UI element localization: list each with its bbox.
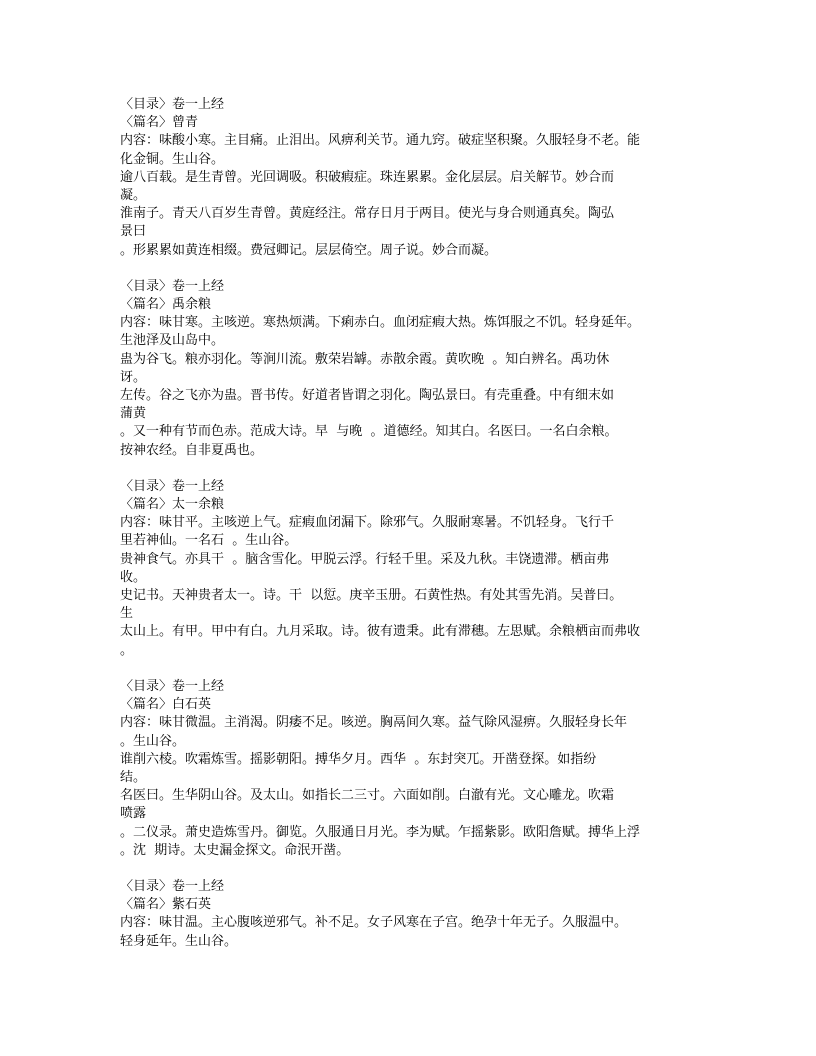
content-line: 。沈 期诗。太史漏金探文。命泯开凿。: [120, 842, 350, 858]
content-line: 凝。: [120, 188, 147, 204]
content-line: 逾八百载。是生青曾。光回调吸。积破瘕症。珠连累累。金化层层。启关解节。妙合而: [120, 169, 615, 185]
content-line: 谁削六棱。吹霜炼雪。摇影朝阳。搏华夕月。西华 。东封突兀。开凿登探。如指纷: [120, 751, 597, 767]
catalog-line: 〈目录〉卷一上经: [120, 278, 225, 294]
entry-yuyuliang: [120, 278, 690, 460]
content-line: 贵神食气。亦具干 。脑含雪化。甲脱云浮。行轻千里。采及九秋。丰饶遗滞。栖亩弗: [120, 551, 610, 567]
content-line: 里若神仙。一名石 。生山谷。: [120, 533, 298, 549]
content-line: 内容：味甘寒。主咳逆。寒热烦满。下痢赤白。血闭症瘕大热。炼饵服之不饥。轻身延年。: [120, 315, 641, 331]
content-line: 内容：味甘平。主咳逆上气。症瘕血闭漏下。除邪气。久服耐寒暑。不饥轻身。飞行千: [120, 515, 615, 531]
content-line: 内容：味甘微温。主消渴。阴痿不足。咳逆。胸鬲间久寒。益气除风湿痹。久服轻身长年: [120, 715, 628, 731]
content-line: 。: [120, 642, 134, 658]
content-line: 。生山谷。: [120, 733, 186, 749]
content-line: 生池泽及山岛中。: [120, 333, 225, 349]
title-line: 〈篇名〉禹余粮: [120, 297, 212, 313]
content-line: 淮南子。青天八百岁生青曾。黄庭经注。常存日月于两目。使光与身合则通真矣。陶弘: [120, 206, 615, 222]
content-line: 。又一种有节而色赤。范成大诗。早 与晚 。道德经。知其白。名医曰。一名白余粮。: [120, 424, 618, 440]
catalog-line: 〈目录〉卷一上经: [120, 878, 225, 894]
content-line: 左传。谷之飞亦为蛊。晋书传。好道者皆谓之羽化。陶弘景曰。有壳重叠。中有细末如: [120, 388, 615, 404]
content-line: 。二仪录。萧史造炼雪丹。御览。久服通日月光。李为赋。乍摇紫影。欧阳詹赋。搏华上浮: [120, 824, 641, 840]
content-line: 景曰: [120, 224, 147, 240]
entry-taiyiyuliang: [120, 478, 690, 660]
title-line: 〈篇名〉白石英: [120, 697, 212, 713]
title-line: 〈篇名〉紫石英: [120, 897, 212, 913]
content-line: 蒲黄: [120, 406, 147, 422]
catalog-line: 〈目录〉卷一上经: [120, 478, 225, 494]
content-line: 结。: [120, 769, 147, 785]
title-line: 〈篇名〉太一余粮: [120, 497, 225, 513]
content-line: 蛊为谷飞。粮亦羽化。等涧川流。敷荣岩罅。赤散余霞。黄吹晚 。知白辨名。禹功休: [120, 351, 610, 367]
content-line: 史记书。天神贵者太一。诗。干 以愆。庚辛玉册。石黄性热。有处其雪先消。吴普曰。: [120, 588, 623, 604]
entry-zishiying: [120, 878, 690, 951]
content-line: 喷露: [120, 806, 147, 822]
content-line: 。形累累如黄连相缀。费冠卿记。层层倚空。周子说。妙合而凝。: [120, 242, 498, 258]
catalog-line: 〈目录〉卷一上经: [120, 678, 225, 694]
content-line: 讶。: [120, 369, 147, 385]
entry-baishiying: [120, 678, 690, 860]
title-line: 〈篇名〉曾青: [120, 115, 199, 131]
content-line: 轻身延年。生山谷。: [120, 933, 238, 949]
content-line: 按神农经。自非夏禹也。: [120, 442, 264, 458]
content-line: 太山上。有甲。甲中有白。九月采取。诗。彼有遗秉。此有滞穗。左思赋。余粮栖亩而弗收: [120, 624, 641, 640]
content-line: 生: [120, 606, 134, 622]
content-line: 内容：味酸小寒。主目痛。止泪出。风痹利关节。通九窍。破症坚积聚。久服轻身不老。能: [120, 133, 641, 149]
catalog-line: 〈目录〉卷一上经: [120, 97, 225, 112]
entry-zengqing: [120, 96, 690, 260]
content-line: 收。: [120, 569, 147, 585]
document-body: [120, 96, 690, 969]
content-line: 化金铜。生山谷。: [120, 151, 225, 167]
content-line: 内容：味甘温。主心腹咳逆邪气。补不足。女子风寒在子宫。绝孕十年无子。久服温中。: [120, 915, 628, 931]
content-line: 名医曰。生华阴山谷。及太山。如指长二三寸。六面如削。白澈有光。文心雕龙。吹霜: [120, 788, 615, 804]
